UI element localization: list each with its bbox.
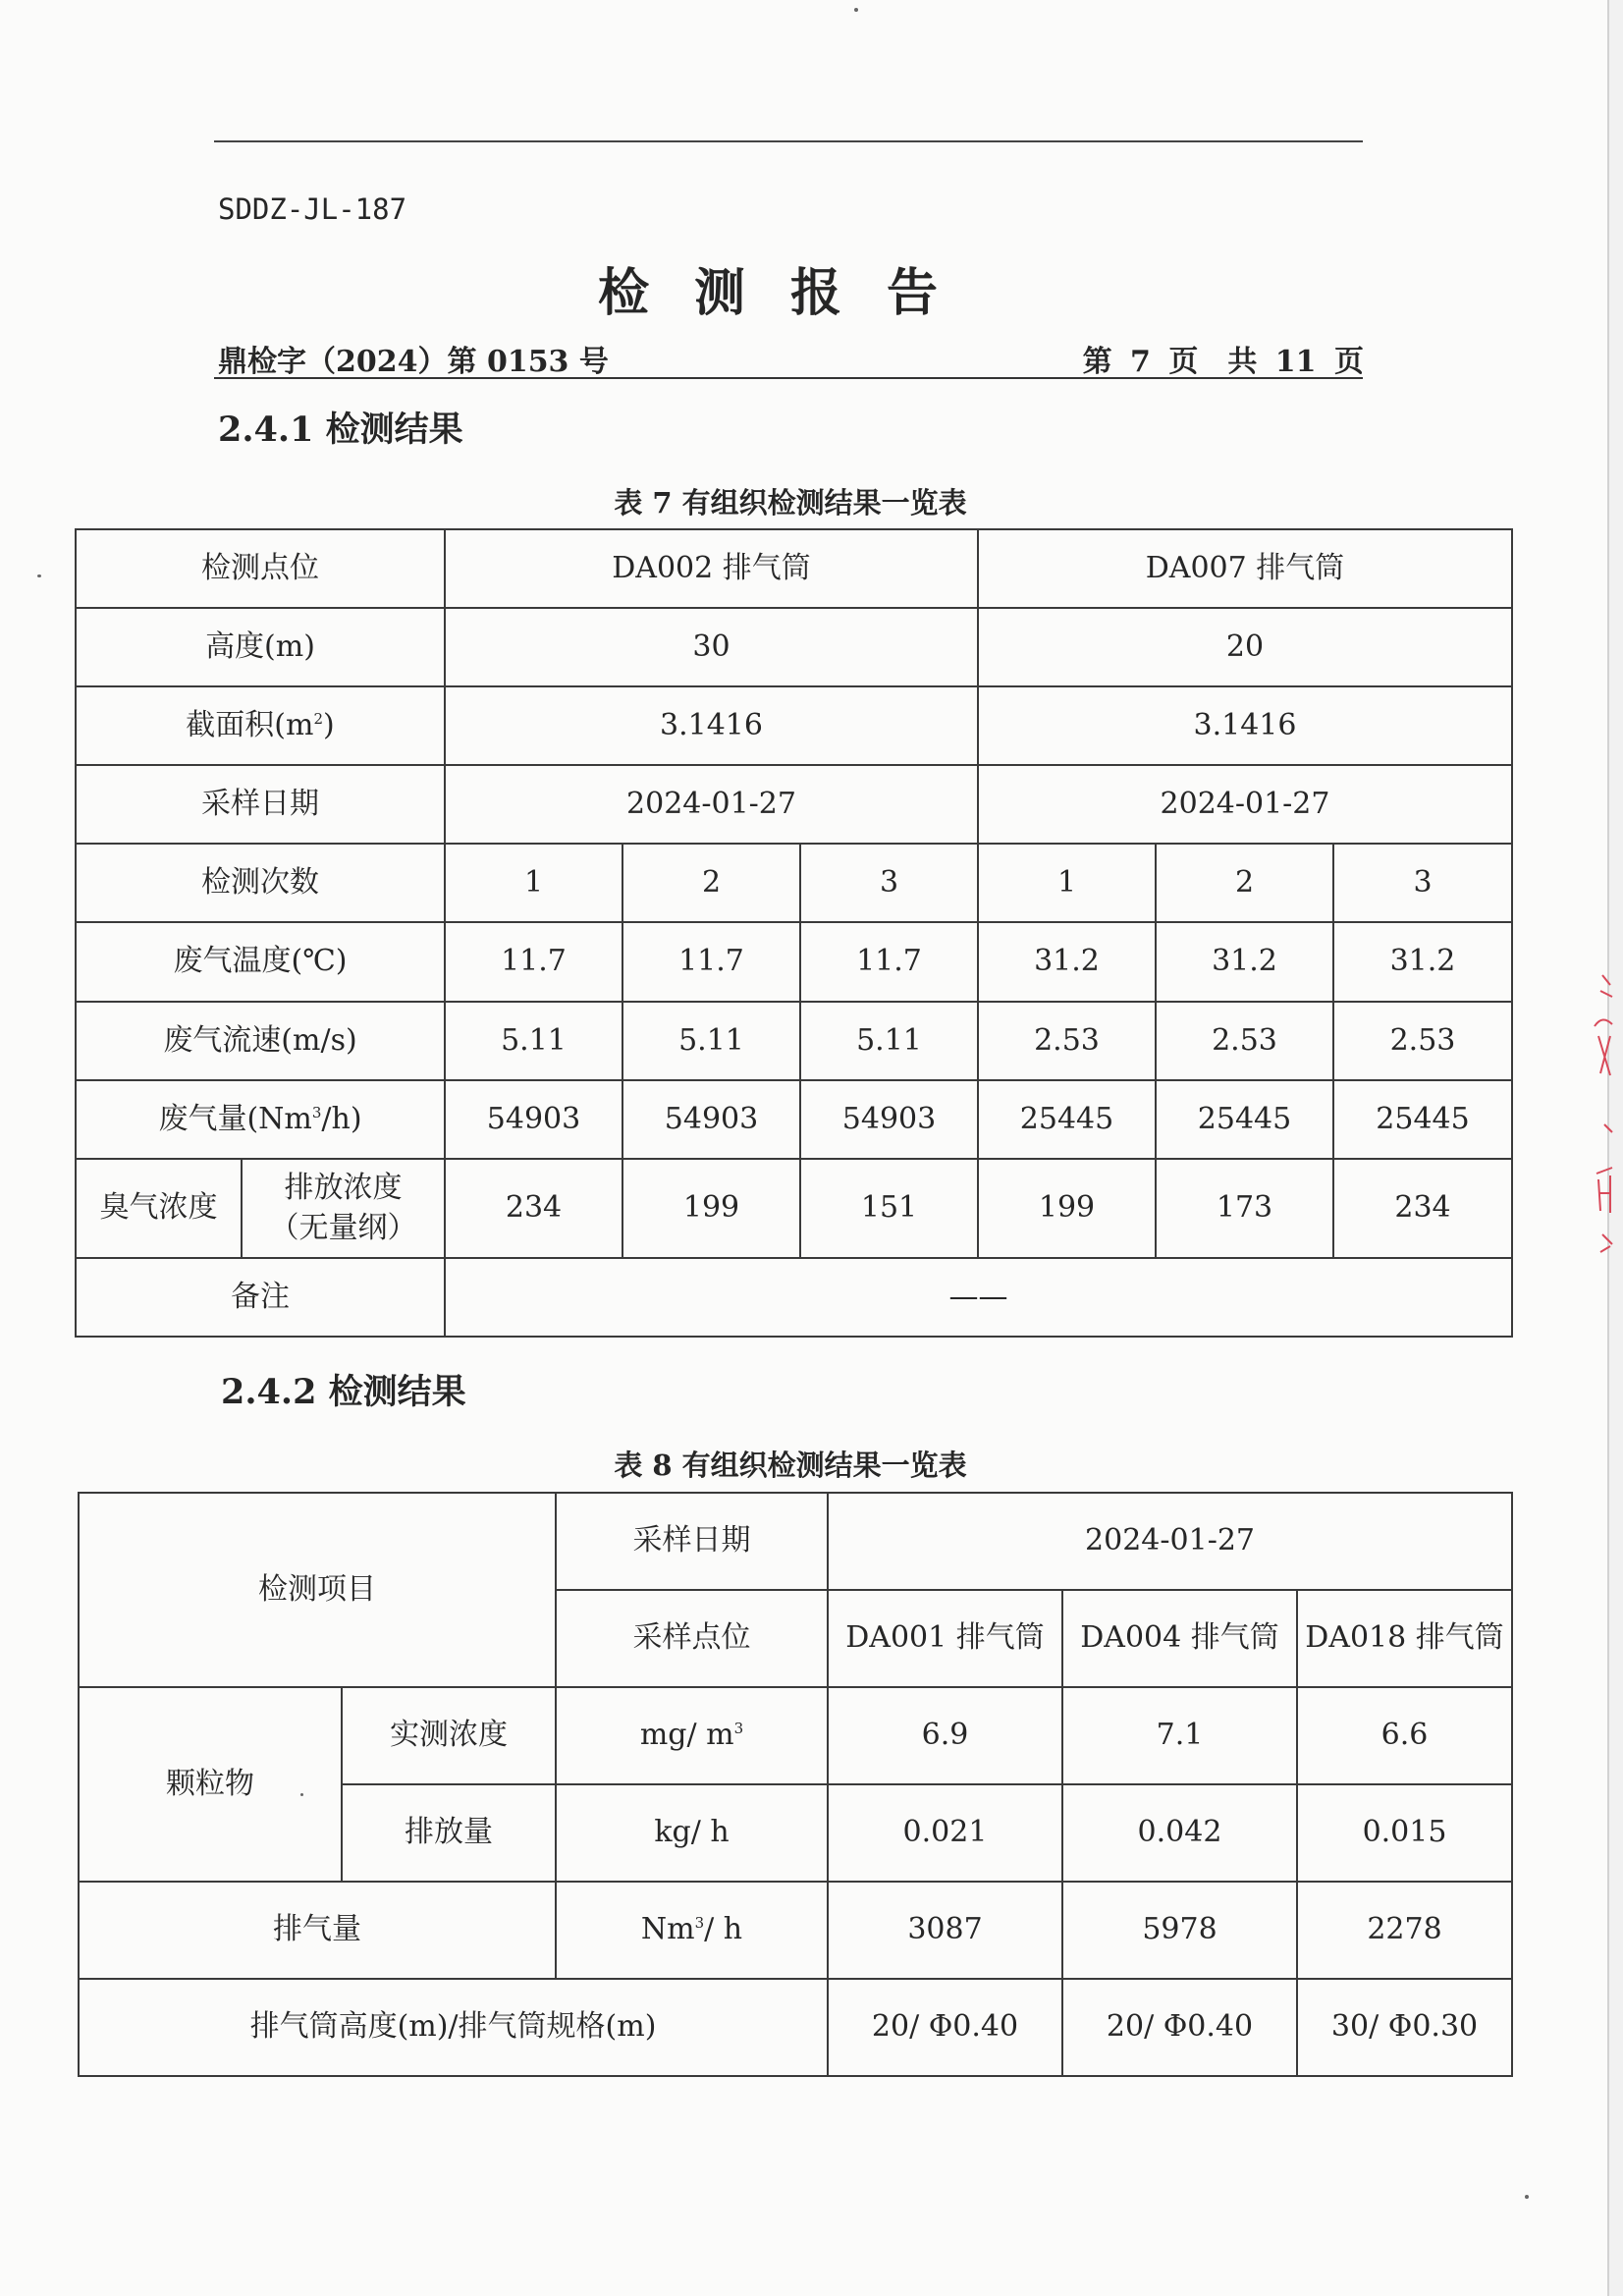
spec-value: 20/ Φ0.40: [1062, 1979, 1297, 2076]
sampling-point: DA004 排气筒: [1062, 1590, 1297, 1687]
table-row: [79, 1979, 1512, 2076]
row-label-flow: [76, 1080, 445, 1159]
row-label-count: 检测次数: [76, 844, 445, 922]
exhaust-value: 5978: [1062, 1882, 1297, 1979]
table-row: [76, 1080, 1512, 1159]
remark-value: ——: [445, 1258, 1512, 1337]
unit-flow-text: Nm: [640, 1912, 695, 1947]
run-number: 3: [800, 844, 978, 922]
temp-value: 31.2: [1333, 922, 1512, 1002]
run-number: 3: [1333, 844, 1512, 922]
unit-flow-tail: / h: [704, 1912, 743, 1947]
area-value: 3.1416: [445, 686, 978, 765]
temp-value: 31.2: [978, 922, 1156, 1002]
table-row: [79, 1687, 1512, 1784]
date-value: 2024-01-27: [445, 765, 978, 844]
conc-value: 7.1: [1062, 1687, 1297, 1784]
conc-value: 6.6: [1297, 1687, 1512, 1784]
table-row: [76, 529, 1512, 608]
run-number: 2: [622, 844, 800, 922]
outlet-name: DA007 排气筒: [978, 529, 1512, 608]
conc-value: 6.9: [828, 1687, 1062, 1784]
row-label-remark: 备注: [76, 1258, 445, 1337]
odor-value: 234: [1333, 1159, 1512, 1258]
run-number: 2: [1156, 844, 1333, 922]
date-value: 2024-01-27: [978, 765, 1512, 844]
top-rule: [214, 140, 1363, 142]
outlet-name: DA002 排气筒: [445, 529, 978, 608]
speed-value: 2.53: [978, 1002, 1156, 1080]
section-heading-2-4-2: 2.4.2 检测结果: [221, 1372, 466, 1412]
header-point-label: 采样点位: [556, 1590, 828, 1687]
spec-value: 30/ Φ0.30: [1297, 1979, 1512, 2076]
table-row: [76, 765, 1512, 844]
sampling-date: 2024-01-27: [828, 1493, 1512, 1590]
table-row: [76, 1159, 1512, 1258]
run-number: 1: [978, 844, 1156, 922]
rate-value: 0.021: [828, 1784, 1062, 1882]
flow-value: 54903: [445, 1080, 622, 1159]
flow-value: 25445: [978, 1080, 1156, 1159]
speed-value: 5.11: [445, 1002, 622, 1080]
row-label-temp: 废气温度(℃): [76, 922, 445, 1002]
document-code: SDDZ-JL-187: [218, 192, 407, 226]
page-number: 第 7 页 共 11 页: [1082, 345, 1364, 379]
run-number: 1: [445, 844, 622, 922]
speed-value: 5.11: [622, 1002, 800, 1080]
table-8: [78, 1492, 1513, 2077]
unit-rate: kg/ h: [556, 1784, 828, 1882]
table-row: [79, 1493, 1512, 1590]
temp-value: 11.7: [622, 922, 800, 1002]
odor-value: 234: [445, 1159, 622, 1258]
seal-stamp-fragment: [1589, 967, 1618, 1262]
table-row: [76, 1258, 1512, 1337]
flow-value: 25445: [1156, 1080, 1333, 1159]
row-label-height: 高度(m): [76, 608, 445, 686]
section-heading-2-4-1: 2.4.1 检测结果: [218, 410, 463, 450]
area-label-close: ): [322, 707, 335, 742]
row-label-area: [76, 686, 445, 765]
header-date-label: 采样日期: [556, 1493, 828, 1590]
row-label-odor: 臭气浓度: [76, 1159, 242, 1258]
row-label-speed: 废气流速(m/s): [76, 1002, 445, 1080]
scan-speck: [854, 8, 858, 12]
scan-speck: [1525, 2195, 1529, 2199]
scan-speck: [300, 1793, 303, 1796]
table8-caption: 表 8 有组织检测结果一览表: [614, 1449, 967, 1482]
table-row: [76, 608, 1512, 686]
flow-value: 54903: [622, 1080, 800, 1159]
flow-value: 54903: [800, 1080, 978, 1159]
header-item: 检测项目: [79, 1493, 556, 1687]
unit-conc: [556, 1687, 828, 1784]
odor-sub-label-1: 排放浓度: [284, 1171, 403, 1205]
table-row: [79, 1882, 1512, 1979]
row-label-point: 检测点位: [76, 529, 445, 608]
flow-label-close: /h): [321, 1101, 362, 1136]
height-value: 30: [445, 608, 978, 686]
row-label-stack-spec: 排气筒高度(m)/排气筒规格(m): [79, 1979, 828, 2076]
exhaust-value: 2278: [1297, 1882, 1512, 1979]
rate-value: 0.042: [1062, 1784, 1297, 1882]
scan-speck: [37, 574, 41, 577]
area-label-text: 截面积(m: [186, 707, 314, 742]
flow-label-sup: 3: [311, 1103, 322, 1121]
table-row: [76, 922, 1512, 1002]
table-row: [76, 844, 1512, 922]
exhaust-value: 3087: [828, 1882, 1062, 1979]
odor-sub-label: [242, 1159, 445, 1258]
table-7: [75, 528, 1513, 1338]
row-label-pm: 颗粒物: [79, 1687, 342, 1882]
unit-conc-text: mg/ m: [639, 1718, 734, 1753]
speed-value: 5.11: [800, 1002, 978, 1080]
table-row: [76, 686, 1512, 765]
speed-value: 2.53: [1333, 1002, 1512, 1080]
header-rule: [214, 377, 1363, 379]
table7-caption: 表 7 有组织检测结果一览表: [614, 486, 967, 519]
area-value: 3.1416: [978, 686, 1512, 765]
flow-label-text: 废气量(Nm: [158, 1101, 312, 1136]
row-label-date: 采样日期: [76, 765, 445, 844]
row-label-measured: 实测浓度: [342, 1687, 556, 1784]
sampling-point: DA018 排气筒: [1297, 1590, 1512, 1687]
temp-value: 11.7: [800, 922, 978, 1002]
height-value: 20: [978, 608, 1512, 686]
area-label-sup: 2: [313, 709, 323, 728]
table-row: [76, 1002, 1512, 1080]
unit-flow: [556, 1882, 828, 1979]
report-title: 检测报告: [597, 263, 983, 323]
odor-value: 173: [1156, 1159, 1333, 1258]
row-label-emission: 排放量: [342, 1784, 556, 1882]
row-label-exhaust: 排气量: [79, 1882, 556, 1979]
odor-value: 199: [622, 1159, 800, 1258]
unit-flow-sup: 3: [694, 1914, 705, 1933]
flow-value: 25445: [1333, 1080, 1512, 1159]
temp-value: 31.2: [1156, 922, 1333, 1002]
odor-value: 199: [978, 1159, 1156, 1258]
spec-value: 20/ Φ0.40: [828, 1979, 1062, 2076]
speed-value: 2.53: [1156, 1002, 1333, 1080]
report-number: 鼎检字（2024）第 0153 号: [218, 345, 609, 379]
sampling-point: DA001 排气筒: [828, 1590, 1062, 1687]
odor-value: 151: [800, 1159, 978, 1258]
odor-sub-label-2: （无量纲）: [269, 1210, 417, 1245]
temp-value: 11.7: [445, 922, 622, 1002]
rate-value: 0.015: [1297, 1784, 1512, 1882]
unit-conc-sup: 3: [733, 1720, 744, 1738]
